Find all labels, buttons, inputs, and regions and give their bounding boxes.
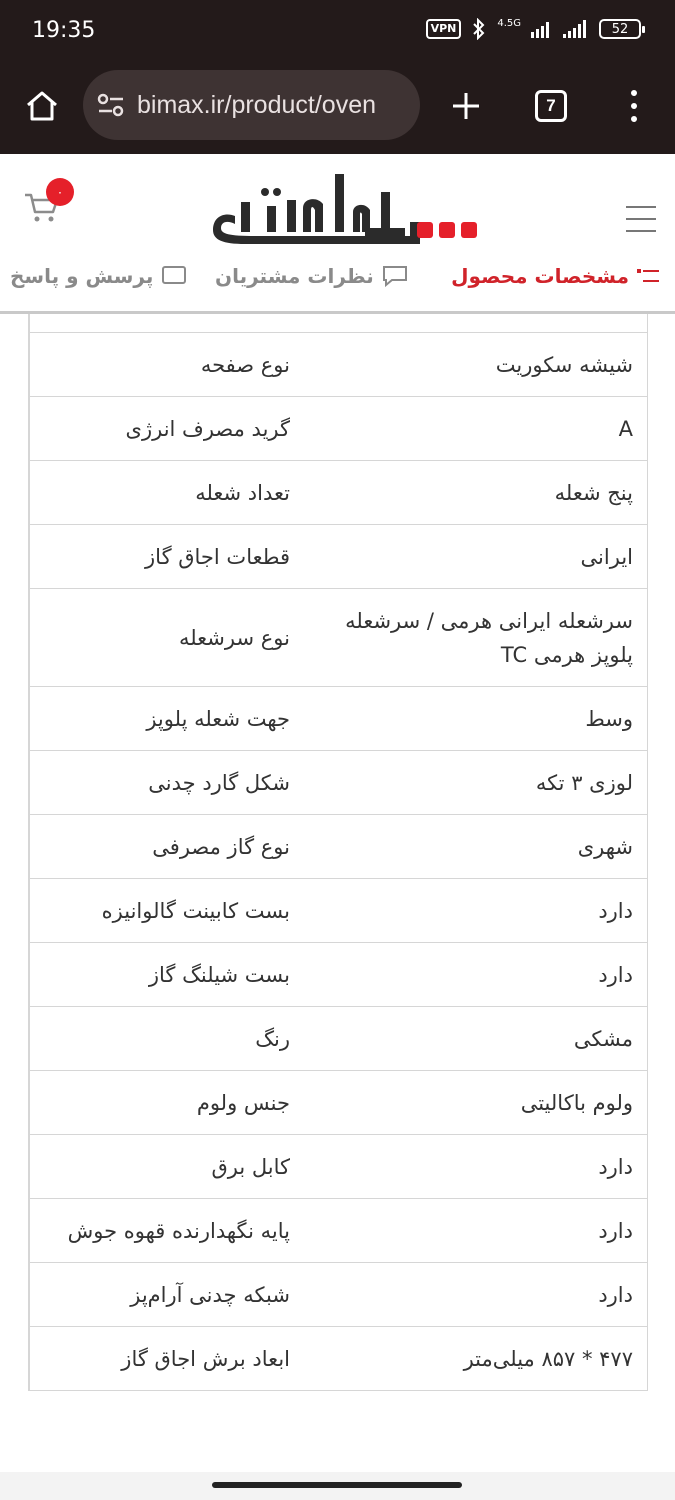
new-tab-button[interactable] [444, 84, 488, 128]
spec-value: شیشه سکوریت [495, 352, 633, 377]
table-row [29, 333, 647, 397]
spec-value: وسط [585, 706, 633, 731]
bimax-logo[interactable] [205, 172, 485, 248]
menu-dot-icon [631, 116, 637, 122]
product-tabs [0, 264, 675, 314]
spec-value: سرشعله ایرانی هرمی / سرشعله پلوپز هرمی TC [345, 608, 633, 667]
tab-specifications[interactable] [426, 264, 675, 296]
table-row [29, 314, 647, 333]
spec-label: شبکه چدنی آرام‌پز [29, 1263, 304, 1326]
tab-questions[interactable] [10, 264, 187, 296]
table-row [29, 687, 647, 751]
url-text: bimax.ir/product/oven [137, 90, 377, 119]
spec-value: ولوم باکالیتی [520, 1090, 633, 1115]
spec-label: قطعات اجاق گاز [29, 525, 304, 588]
hamburger-line [626, 206, 656, 208]
spec-value: دارد [598, 898, 633, 923]
spec-value: لوزی ۳ تکه [535, 770, 633, 795]
tab-switcher-button[interactable]: 7 [535, 90, 567, 122]
spec-value: شهری [577, 834, 633, 859]
table-row [29, 1007, 647, 1071]
spec-label: گرید مصرف انرژی [29, 397, 304, 460]
tab-specifications-label: مشخصات محصول [451, 264, 629, 288]
table-row [29, 815, 647, 879]
battery-level: 52 [611, 21, 629, 37]
table-row [29, 751, 647, 815]
spec-label: کابل برق [29, 1135, 304, 1198]
site-settings-icon[interactable] [97, 93, 125, 117]
signal-icon [531, 20, 553, 38]
spec-value: A [618, 416, 633, 441]
navigation-gesture-area [0, 1472, 675, 1500]
spec-label: جهت شعله پلوپز [29, 687, 304, 750]
table-row [29, 525, 647, 589]
spec-label: پایه نگهدارنده قهوه جوش [29, 1199, 304, 1262]
status-time: 19:35 [32, 18, 96, 43]
spec-label: نوع صفحه [29, 333, 304, 396]
spec-value: دارد [598, 1154, 633, 1179]
table-row [29, 1071, 647, 1135]
plus-icon [451, 91, 481, 121]
spec-label: بست کابینت گالوانیزه [29, 879, 304, 942]
status-icons [426, 18, 641, 40]
spec-label: شکل گارد چدنی [29, 751, 304, 814]
tab-reviews[interactable] [215, 264, 408, 296]
vpn-icon: VPN [426, 19, 462, 39]
table-row [29, 943, 647, 1007]
spec-value [304, 314, 647, 332]
table-row [29, 589, 647, 687]
menu-dot-icon [631, 90, 637, 96]
bluetooth-icon [471, 18, 487, 40]
table-row [29, 1135, 647, 1199]
table-row [29, 879, 647, 943]
table-row [29, 1327, 647, 1391]
question-icon [161, 265, 187, 287]
tab-questions-label: پرسش و پاسخ [10, 264, 154, 288]
address-bar[interactable] [83, 70, 420, 140]
table-row [29, 461, 647, 525]
spec-label: ابعاد برش اجاق گاز [29, 1327, 304, 1390]
home-button[interactable] [20, 84, 64, 128]
signal-icon-2 [563, 20, 589, 38]
spec-value: ۴۷۷ * ۸۵۷ میلی‌متر [463, 1346, 633, 1371]
hamburger-line [626, 218, 656, 220]
hamburger-line [626, 230, 656, 232]
spec-value: مشکی [573, 1026, 633, 1051]
hamburger-menu-button[interactable] [626, 206, 656, 232]
spec-label: جنس ولوم [29, 1071, 304, 1134]
spec-label: تعداد شعله [29, 461, 304, 524]
spec-label: رنگ [29, 1007, 304, 1070]
comment-icon [382, 265, 408, 287]
site-header [0, 154, 675, 264]
spec-label: بست شیلنگ گاز [29, 943, 304, 1006]
spec-value: دارد [598, 1282, 633, 1307]
list-icon [637, 266, 659, 286]
spec-value: پنج شعله [554, 480, 633, 505]
gesture-handle[interactable] [212, 1482, 462, 1488]
home-icon [24, 88, 60, 124]
specifications-table [28, 314, 648, 1391]
spec-value: ایرانی [580, 544, 633, 569]
spec-label: نوع سرشعله [29, 589, 304, 686]
spec-label: نوع گاز مصرفی [29, 815, 304, 878]
table-row [29, 397, 647, 461]
table-row [29, 1263, 647, 1327]
cart-count-badge: ۰ [46, 178, 74, 206]
browser-toolbar [0, 62, 675, 154]
battery-icon [599, 19, 641, 39]
browser-menu-button[interactable] [620, 86, 648, 126]
tab-reviews-label: نظرات مشتریان [215, 264, 374, 288]
table-row [29, 1199, 647, 1263]
spec-value: دارد [598, 1218, 633, 1243]
spec-value: دارد [598, 962, 633, 987]
menu-dot-icon [631, 103, 637, 109]
status-bar [0, 0, 675, 62]
spec-label [29, 314, 304, 332]
network-type: 4.5G [497, 17, 521, 29]
